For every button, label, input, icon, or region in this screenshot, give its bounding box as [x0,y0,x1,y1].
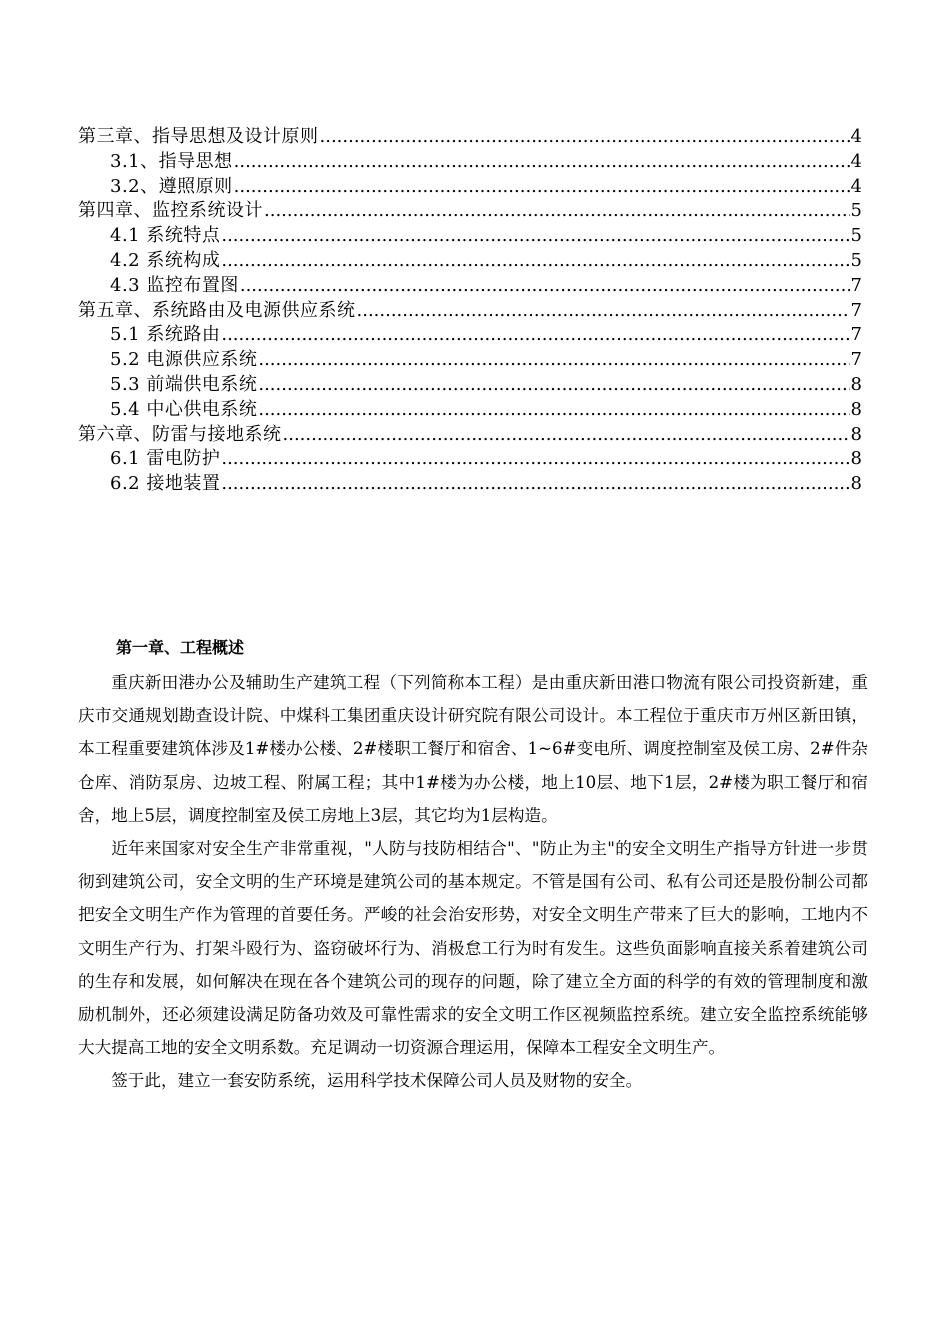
toc-entry[interactable] [78,199,862,224]
toc-entry[interactable] [78,175,862,200]
toc-entry[interactable] [78,447,862,472]
toc-entry[interactable] [78,373,862,398]
body-paragraph: 签于此，建立一套安防系统，运用科学技术保障公司人员及财物的安全。 [111,1071,643,1091]
toc-entry-title: 4.3 监控布置图 [110,274,239,296]
toc-dot-leader [320,125,850,150]
chapter-section [78,630,868,1098]
toc-entry[interactable] [78,224,862,249]
toc-entry-page: 7 [850,349,862,371]
toc-entry-page: 4 [850,150,862,172]
toc-entry-title: 3.1、指导思想 [110,150,233,172]
toc-entry-page: 8 [850,373,862,395]
toc-entry-page: 8 [850,473,862,495]
toc-entry-page: 7 [850,274,862,296]
toc-entry-title: 第六章、防雷与接地系统 [78,423,282,445]
toc-entry-title: 5.1 系统路由 [110,324,221,346]
toc-entry-title: 第四章、监控系统设计 [78,200,263,222]
toc-entry-page: 4 [850,126,862,147]
toc-dot-leader [258,398,849,423]
toc-entry[interactable] [78,398,862,423]
toc-entry[interactable] [78,125,862,150]
toc-dot-leader [234,175,850,200]
body-paragraph: 重庆新田港办公及辅助生产建筑工程（下列简称本工程）是由重庆新田港口物流有限公司投资新建，重庆市交通规划勘查设计院、中煤科工集团重庆设计研究院有限公司设计。本工程位于重庆市万州区新田镇，本工程重要建筑体涉及1#楼办公楼、2#楼职工餐厅和宿舍、1~6#变电所、调度控制室及侯工房、2#件杂仓库、消防泵房、边坡工程、附属工程；其中1#楼为办公楼，地上10层、地下1层，2#楼为职工餐厅和宿舍，地上5层，调度控制室及侯工房地上3层，其它均为1层构造。 [78,673,868,825]
toc-dot-leader [221,447,849,472]
toc-dot-leader [240,274,850,299]
toc-dot-leader [283,423,850,448]
toc-entry-page: 5 [850,249,862,271]
toc-dot-leader [357,299,850,324]
toc-entry-page: 8 [850,398,862,420]
toc-entry-title: 5.4 中心供电系统 [110,398,258,420]
toc-entry[interactable] [78,423,862,448]
toc-entry-page: 8 [850,423,862,445]
toc-entry-page: 5 [850,200,862,222]
toc-entry-title: 5.2 电源供应系统 [110,349,258,371]
toc-dot-leader [264,199,850,224]
body-paragraph: 近年来国家对安全生产非常重视，"人防与技防相结合"、"防止为主"的安全文明生产指导方针进一步贯彻到建筑公司，安全文明的生产环境是建筑公司的基本规定。不管是国有公司、私有公司还是股份制公司都把安全文明生产作为管理的首要任务。严峻的社会治安形势，对安全文明生产带来了巨大的影响，工地内不文明生产行为、打架斗殴行为、盗窃破坏行为、消极怠工行为时有发生。这些负面影响直接关系着建筑公司的生存和发展，如何解决在现在各个建筑公司的现存的问题，除了建立全方面的科学的有效的管理制度和激励机制外，还必须建设满足防备功效及可靠性需求的安全文明工作区视频监控系统。建立安全监控系统能够大大提高工地的安全文明系数。充足调动一切资源合理运用，保障本工程安全文明生产。 [78,839,868,1058]
toc-entry[interactable] [78,274,862,299]
toc-entry-title: 第三章、指导思想及设计原则 [78,126,319,147]
toc-entry-title: 5.3 前端供电系统 [110,373,258,395]
toc-entry[interactable] [78,150,862,175]
toc-dot-leader [221,249,849,274]
toc-dot-leader [221,472,849,497]
toc-entry-title: 4.1 系统特点 [110,225,221,247]
toc-entry-page: 4 [850,175,862,197]
toc-entry-title: 6.1 雷电防护 [110,448,221,470]
toc-dot-leader [258,348,849,373]
toc-entry-title: 第五章、系统路由及电源供应系统 [78,299,356,321]
table-of-contents [78,125,862,497]
toc-dot-leader [221,224,849,249]
toc-entry-title: 3.2、遵照原则 [110,175,233,197]
toc-entry[interactable] [78,472,862,497]
toc-entry-page: 7 [850,324,862,346]
toc-dot-leader [221,323,849,348]
toc-dot-leader [234,150,850,175]
toc-dot-leader [258,373,849,398]
toc-entry-page: 5 [850,225,862,247]
chapter-heading: 第一章、工程概述 [116,638,245,657]
toc-entry-page: 8 [850,448,862,470]
toc-entry[interactable] [78,323,862,348]
toc-entry[interactable] [78,249,862,274]
toc-entry[interactable] [78,299,862,324]
toc-entry-title: 4.2 系统构成 [110,249,221,271]
toc-entry[interactable] [78,348,862,373]
toc-entry-page: 7 [850,299,862,321]
toc-entry-title: 6.2 接地装置 [110,473,221,495]
